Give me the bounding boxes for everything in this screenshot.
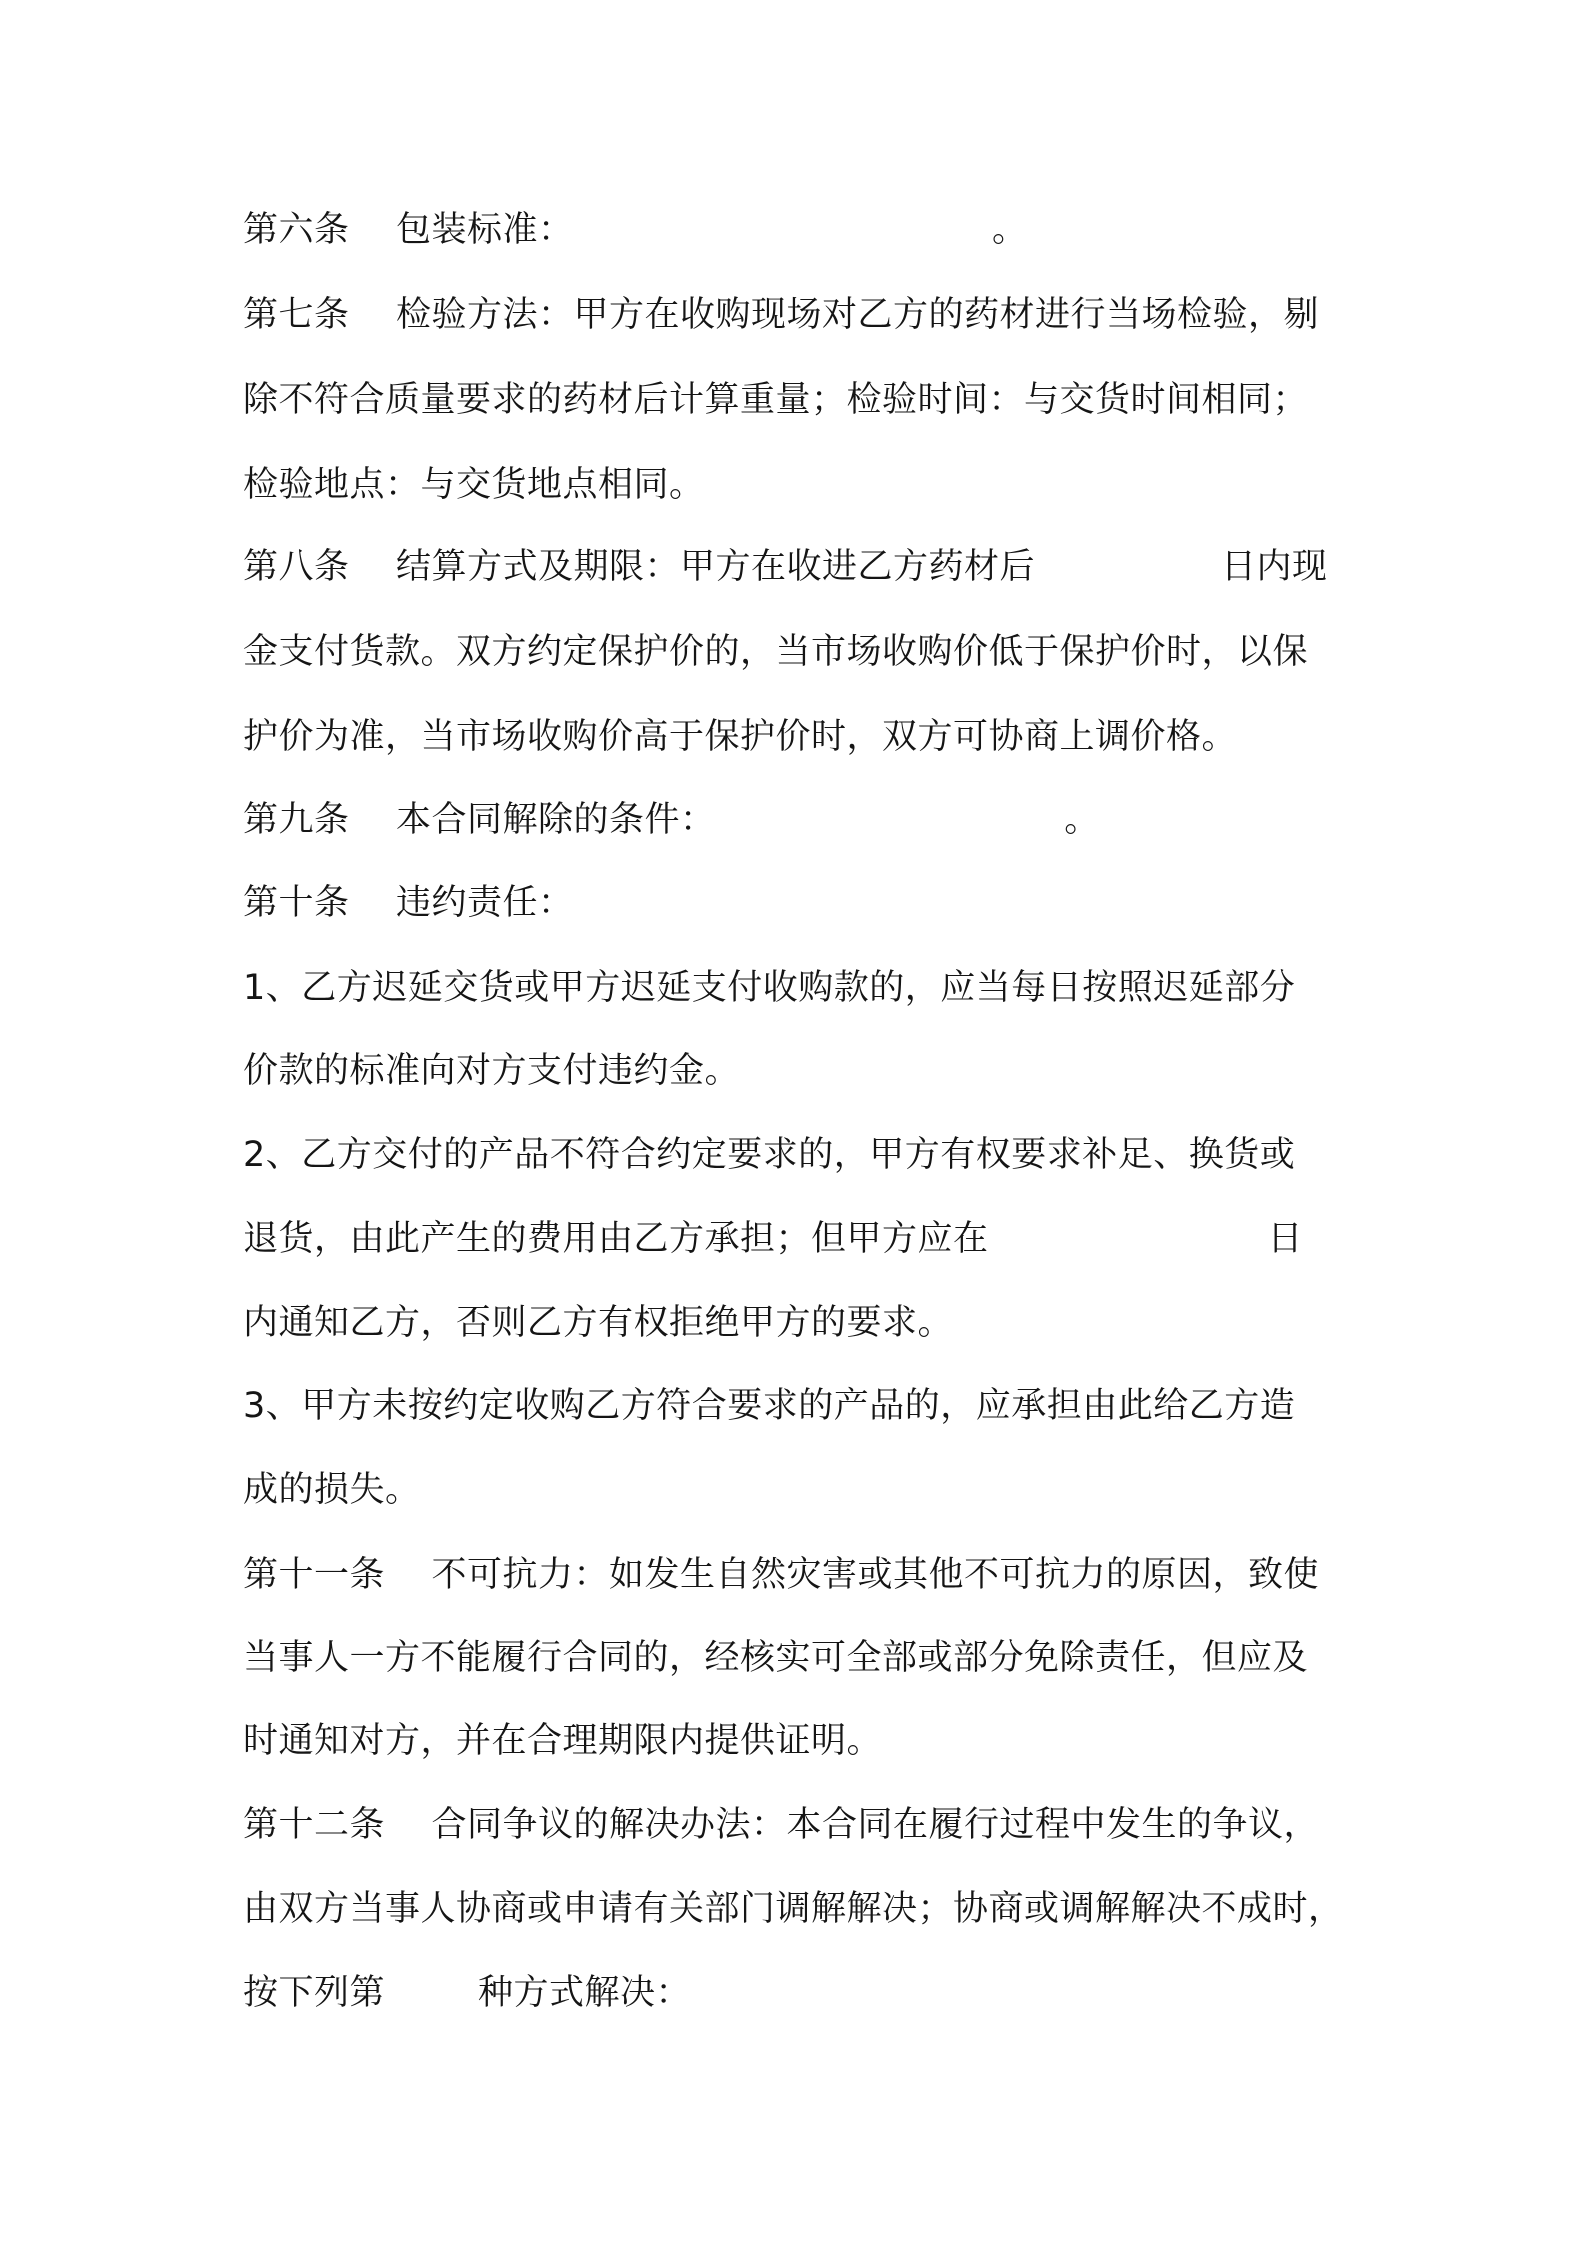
clause-8-line-3: 护价为准，当市场收购价高于保护价时，双方可协商上调价格。 — [243, 717, 1238, 757]
clause-11-line-2: 当事人一方不能履行合同的，经核实可全部或部分免除责任，但应及 — [243, 1638, 1309, 1678]
clause-7-line-2: 除不符合质量要求的药材后计算重量；检验时间：与交货时间相同； — [243, 380, 1309, 420]
clause-6-line-1: 第六条 包装标准： 。 — [243, 210, 1028, 250]
clause-12-line-1: 第十二条 合同争议的解决办法：本合同在履行过程中发生的争议， — [243, 1805, 1320, 1845]
clause-8-line-2: 金支付货款。双方约定保护价的，当市场收购价低于保护价时，以保 — [243, 632, 1309, 672]
clause-10-item-2-line-1: 2、乙方交付的产品不符合约定要求的，甲方有权要求补足、换货或 — [243, 1135, 1296, 1175]
clause-10-item-2-line-2: 退货，由此产生的费用由乙方承担；但甲方应在 日 — [243, 1219, 1304, 1259]
clause-11-line-1: 第十一条 不可抗力：如发生自然灾害或其他不可抗力的原因，致使 — [243, 1555, 1320, 1595]
clause-7-line-1: 第七条 检验方法：甲方在收购现场对乙方的药材进行当场检验，剔 — [243, 295, 1320, 335]
clause-10-heading: 第十条 违约责任： — [243, 883, 574, 923]
clause-10-item-3-line-1: 3、甲方未按约定收购乙方符合要求的产品的，应承担由此给乙方造 — [243, 1386, 1296, 1426]
clause-10-item-1-line-2: 价款的标准向对方支付违约金。 — [243, 1051, 741, 1091]
clause-11-line-3: 时通知对方，并在合理期限内提供证明。 — [243, 1721, 883, 1761]
clause-12-line-2: 由双方当事人协商或申请有关部门调解解决；协商或调解解决不成时， — [243, 1889, 1344, 1929]
clause-9-line-1: 第九条 本合同解除的条件： 。 — [243, 800, 1100, 840]
clause-12-line-3: 按下列第 种方式解决： — [243, 1973, 692, 2013]
clause-10-item-1-line-1: 1、乙方迟延交货或甲方迟延支付收购款的，应当每日按照迟延部分 — [243, 968, 1296, 1008]
clause-7-line-3: 检验地点：与交货地点相同。 — [243, 465, 705, 505]
clause-8-line-1: 第八条 结算方式及期限：甲方在收进乙方药材后 日内现 — [243, 547, 1328, 587]
clause-10-item-2-line-3: 内通知乙方，否则乙方有权拒绝甲方的要求。 — [243, 1303, 954, 1343]
clause-10-item-3-line-2: 成的损失。 — [243, 1470, 421, 1510]
